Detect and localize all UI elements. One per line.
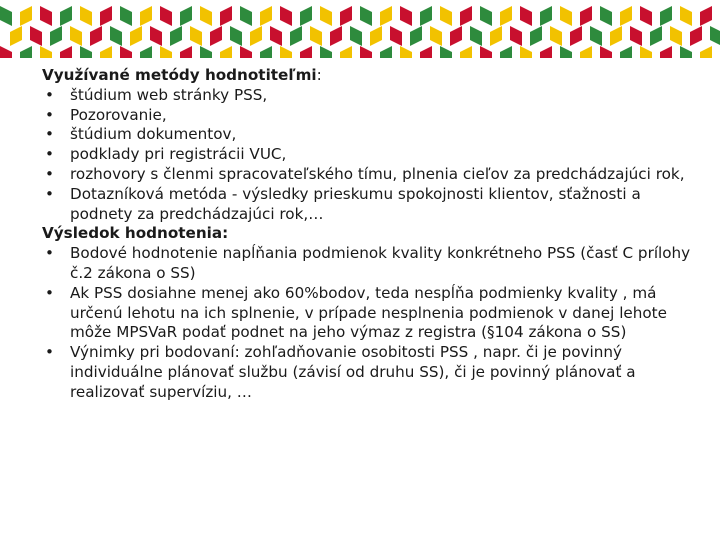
banner-tile xyxy=(530,26,542,46)
banner-tile xyxy=(550,26,562,46)
bullet-icon: • xyxy=(45,85,54,104)
banner-tile xyxy=(350,26,362,46)
banner-tile xyxy=(0,46,12,58)
list-item-text: podklady pri registrácii VUC, xyxy=(70,145,287,164)
list-item xyxy=(42,185,692,225)
banner-tile xyxy=(410,26,422,46)
section1-list xyxy=(42,86,692,225)
banner-tile xyxy=(190,26,202,46)
section2-heading: Výsledok hodnotenia: xyxy=(42,224,229,243)
banner-tile xyxy=(200,46,212,58)
banner-tile xyxy=(630,26,642,46)
banner-tile xyxy=(520,46,532,58)
banner-tile xyxy=(280,46,292,58)
banner-tile xyxy=(160,6,172,26)
banner-tile xyxy=(430,26,442,46)
banner-tile xyxy=(270,26,282,46)
banner-tile xyxy=(600,6,612,26)
banner-tile xyxy=(680,46,692,58)
banner-tile xyxy=(480,6,492,26)
banner-tile xyxy=(480,46,492,58)
banner-tile xyxy=(460,6,472,26)
banner-tile xyxy=(440,6,452,26)
banner-tile xyxy=(640,6,652,26)
banner-tile xyxy=(320,46,332,58)
banner-tile xyxy=(100,46,112,58)
banner-tile xyxy=(10,26,22,46)
banner-tile xyxy=(650,26,662,46)
banner-tile xyxy=(660,46,672,58)
list-item xyxy=(42,343,692,402)
banner-tile xyxy=(700,6,712,26)
banner-tile xyxy=(280,6,292,26)
banner-tile xyxy=(620,6,632,26)
banner-tile xyxy=(570,26,582,46)
banner-tile xyxy=(70,26,82,46)
banner-tile xyxy=(380,6,392,26)
banner-tile xyxy=(380,46,392,58)
list-item-text: Výnimky pri bodovaní: zohľadňovanie osobitosti PSS , napr. či je povinný individuálne plánovať službu (závisí od druhu SS), či je povinný plánovať a realizovať supervíziu, … xyxy=(70,343,636,401)
list-item xyxy=(42,86,692,106)
slide-body xyxy=(42,66,692,403)
banner-tile xyxy=(20,6,32,26)
banner-tile xyxy=(60,6,72,26)
banner-tile xyxy=(610,26,622,46)
banner-tile xyxy=(240,6,252,26)
list-item-text: Bodové hodnotenie napĺňania podmienok kvality konkrétneho PSS (časť C prílohy č.2 zákona o SS) xyxy=(70,244,691,282)
banner-tile xyxy=(90,26,102,46)
banner-tile xyxy=(180,46,192,58)
banner-tile xyxy=(120,6,132,26)
banner-tile xyxy=(580,46,592,58)
banner-tile xyxy=(540,6,552,26)
banner-tile xyxy=(340,46,352,58)
banner-tile xyxy=(20,46,32,58)
banner-tile xyxy=(320,6,332,26)
list-item-text: rozhovory s členmi spracovateľského tímu, plnenia cieľov za predchádzajúci rok, xyxy=(70,164,685,183)
banner-tile xyxy=(470,26,482,46)
banner-tile xyxy=(460,46,472,58)
bullet-icon: • xyxy=(45,145,54,164)
banner-tile xyxy=(220,46,232,58)
bullet-icon: • xyxy=(45,244,54,263)
list-item-text: štúdium web stránky PSS, xyxy=(70,85,268,104)
banner-tile xyxy=(670,26,682,46)
banner-tile xyxy=(560,6,572,26)
banner-tile xyxy=(50,26,62,46)
bullet-icon: • xyxy=(45,105,54,124)
banner-tile xyxy=(220,6,232,26)
banner-tile xyxy=(140,6,152,26)
banner-tile xyxy=(100,6,112,26)
banner-tile xyxy=(680,6,692,26)
banner-tile xyxy=(540,46,552,58)
banner-tile xyxy=(420,46,432,58)
banner-tile xyxy=(80,6,92,26)
banner-tile xyxy=(450,26,462,46)
banner-tile xyxy=(180,6,192,26)
banner-tile xyxy=(370,26,382,46)
banner-tile xyxy=(300,6,312,26)
list-item xyxy=(42,244,692,284)
banner-tile xyxy=(580,6,592,26)
list-item xyxy=(42,165,692,185)
bullet-icon: • xyxy=(45,283,54,302)
banner-tile xyxy=(110,26,122,46)
list-item-text: Pozorovanie, xyxy=(70,105,167,124)
banner-tile xyxy=(660,6,672,26)
banner-tile xyxy=(640,46,652,58)
banner-tile xyxy=(520,6,532,26)
section2-list xyxy=(42,244,692,402)
banner-tile xyxy=(510,26,522,46)
banner-tile xyxy=(500,6,512,26)
banner-tile xyxy=(490,26,502,46)
bullet-icon: • xyxy=(45,184,54,203)
banner-tile xyxy=(690,26,702,46)
section1-heading: Využívané metódy hodnotiteľmi: xyxy=(42,66,322,84)
banner-tile xyxy=(290,26,302,46)
banner-tile xyxy=(120,46,132,58)
banner-tile xyxy=(40,6,52,26)
banner-tile xyxy=(80,46,92,58)
list-item xyxy=(42,106,692,126)
banner-tile xyxy=(710,26,720,46)
banner-tile xyxy=(700,46,712,58)
banner-tile xyxy=(360,46,372,58)
banner-tile xyxy=(150,26,162,46)
woven-pattern xyxy=(0,0,720,58)
list-item xyxy=(42,284,692,343)
banner-tile xyxy=(60,46,72,58)
banner-tile xyxy=(420,6,432,26)
banner-tile xyxy=(300,46,312,58)
list-item xyxy=(42,145,692,165)
banner-tile xyxy=(130,26,142,46)
list-item-text: Dotazníková metóda - výsledky prieskumu spokojnosti klientov, sťažnosti a podnety za predchádzajúci rok,… xyxy=(70,184,641,223)
banner-tile xyxy=(170,26,182,46)
bullet-icon: • xyxy=(45,343,54,362)
banner-tile xyxy=(560,46,572,58)
banner-tile xyxy=(590,26,602,46)
banner-tile xyxy=(340,6,352,26)
banner-tile xyxy=(250,26,262,46)
banner-tile xyxy=(30,26,42,46)
list-item-text: Ak PSS dosiahne menej ako 60%bodov, teda nespĺňa podmienky kvality , má určenú lehotu na ich splnenie, v prípade nesplnenia podmienok v danej lehote môže MPSVaR podať podnet na jeho výmaz z registra (§104 zákona o SS) xyxy=(70,283,667,342)
banner-tile xyxy=(390,26,402,46)
banner-tile xyxy=(620,46,632,58)
decorative-banner xyxy=(0,0,720,58)
banner-tile xyxy=(140,46,152,58)
banner-tile xyxy=(210,26,222,46)
banner-tile xyxy=(260,6,272,26)
banner-tile xyxy=(230,26,242,46)
banner-tile xyxy=(330,26,342,46)
bullet-icon: • xyxy=(45,164,54,183)
bullet-icon: • xyxy=(45,125,54,144)
banner-tile xyxy=(240,46,252,58)
banner-tile xyxy=(260,46,272,58)
list-item xyxy=(42,125,692,145)
banner-tile xyxy=(310,26,322,46)
banner-tile xyxy=(500,46,512,58)
banner-tile xyxy=(200,6,212,26)
banner-tile xyxy=(600,46,612,58)
list-item-text: štúdium dokumentov, xyxy=(70,125,237,144)
banner-tile xyxy=(400,46,412,58)
banner-tile xyxy=(0,6,12,26)
banner-tile xyxy=(160,46,172,58)
banner-tile xyxy=(400,6,412,26)
banner-tile xyxy=(440,46,452,58)
banner-tile xyxy=(40,46,52,58)
banner-tile xyxy=(360,6,372,26)
